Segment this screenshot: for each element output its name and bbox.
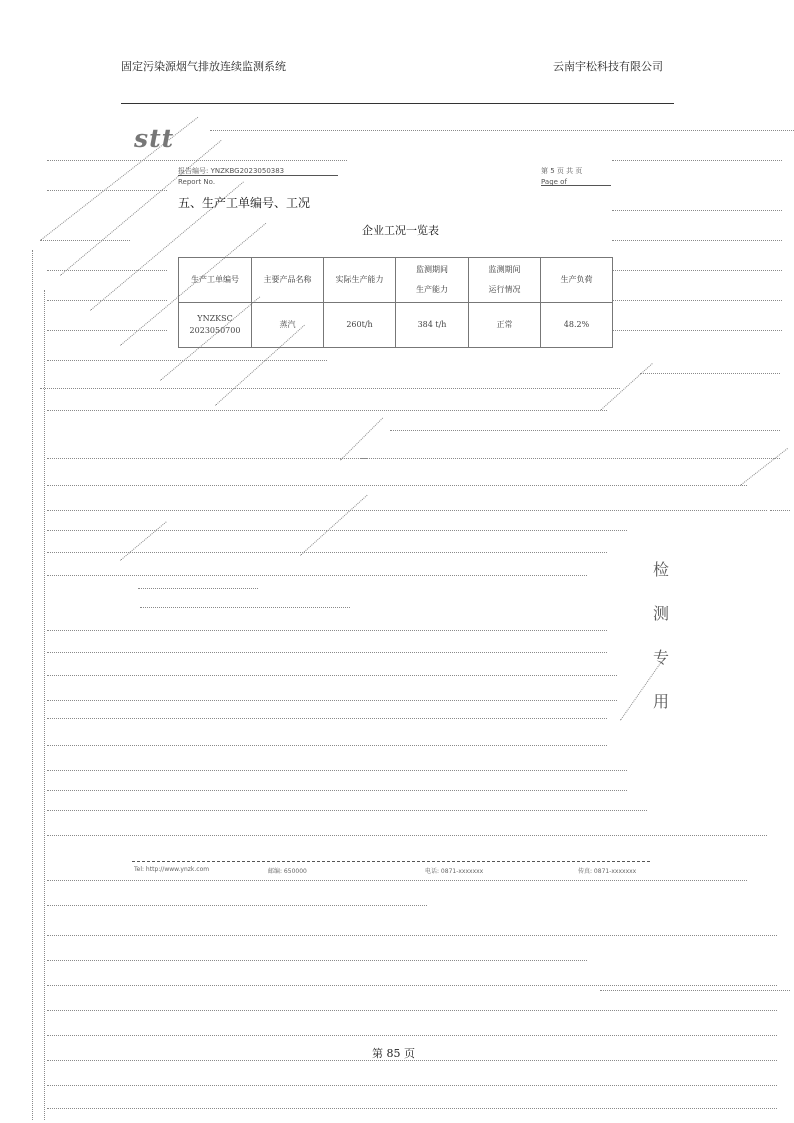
seal-char: 检 <box>652 560 669 579</box>
header-rule <box>121 103 674 104</box>
dotted-noise-line <box>47 652 607 653</box>
table-header-cell: 生产工单编号 <box>179 258 252 303</box>
table-title: 企业工况一览表 <box>362 224 439 237</box>
table-body <box>179 303 613 348</box>
dotted-noise-line <box>47 410 607 411</box>
table-cell: 260t/h <box>324 303 396 348</box>
dotted-noise-line <box>40 388 620 389</box>
dotted-noise-line <box>47 530 627 531</box>
dotted-noise-line <box>47 1035 777 1036</box>
dotted-noise-diagonal <box>740 448 788 486</box>
table-cell: 48.2% <box>541 303 613 348</box>
dotted-noise-line <box>47 790 627 791</box>
table-cell: YNZKSC 2023050700 <box>179 303 252 348</box>
footer-rule <box>132 861 650 862</box>
dotted-noise-line <box>47 360 327 361</box>
header-system-name: 固定污染源烟气排放连续监测系统 <box>121 60 286 73</box>
dotted-noise-line <box>47 458 367 459</box>
dotted-noise-line <box>47 300 167 301</box>
footer-item: Tel: http://www.ynzk.com <box>134 866 210 873</box>
dotted-noise-diagonal <box>340 418 383 461</box>
dotted-noise-line <box>40 240 130 241</box>
dotted-noise-line <box>47 835 767 836</box>
seal-char: 专 <box>652 648 669 667</box>
dotted-noise-line <box>47 770 627 771</box>
page-number: 第 85 页 <box>372 1047 415 1060</box>
dotted-noise-line <box>47 985 777 986</box>
footer-item: 邮编: 650000 <box>268 868 307 875</box>
dotted-noise-line <box>47 745 607 746</box>
dotted-noise-line <box>47 905 427 906</box>
seal-char: 用 <box>652 692 669 711</box>
working-condition-table <box>178 257 613 348</box>
dotted-noise-line <box>138 588 258 589</box>
dotted-noise-diagonal <box>120 521 167 560</box>
table-header-cell: 实际生产能力 <box>324 258 396 303</box>
dotted-noise-line <box>47 1108 777 1109</box>
dotted-noise-line <box>47 330 167 331</box>
dotted-noise-line <box>360 458 780 459</box>
dotted-noise-line <box>47 552 607 553</box>
dotted-noise-line <box>47 810 647 811</box>
dotted-noise-line <box>612 330 782 331</box>
table-header-cell: 生产负荷 <box>541 258 613 303</box>
dotted-noise-line <box>47 700 617 701</box>
table-header-row <box>179 258 613 303</box>
dotted-noise-line <box>612 270 782 271</box>
table-header-cell: 主要产品名称 <box>252 258 324 303</box>
dotted-noise-line <box>600 990 790 991</box>
report-number-en: Report No. <box>178 178 216 186</box>
report-number: YNZKBG2023050383 <box>210 167 285 175</box>
meta-rule <box>178 175 338 176</box>
dotted-noise-line <box>47 485 747 486</box>
dotted-noise-line <box>47 510 767 511</box>
lab-logo: stt <box>134 124 175 153</box>
dotted-noise-line <box>640 373 780 374</box>
table-cell: 384 t/h <box>396 303 469 348</box>
header-company-name: 云南宇松科技有限公司 <box>553 60 663 73</box>
dotted-noise-line <box>612 240 782 241</box>
dotted-noise-line <box>47 575 587 576</box>
dotted-noise-diagonal <box>600 363 653 411</box>
table-row <box>179 303 613 348</box>
dotted-noise-line <box>47 1085 777 1086</box>
footer-item: 传真: 0871-xxxxxxx <box>578 868 637 875</box>
dotted-noise-line <box>47 718 607 719</box>
footer-item: 电话: 0871-xxxxxxx <box>425 868 484 875</box>
dotted-noise-line <box>47 880 747 881</box>
dotted-noise-line <box>47 630 607 631</box>
page-of-en: Page of <box>541 178 567 186</box>
table-header-cell: 监测期间 生产能力 <box>396 258 469 303</box>
dotted-noise-vertical <box>32 250 33 1120</box>
dotted-noise-line <box>770 510 790 511</box>
dotted-noise-line <box>612 160 782 161</box>
section-title: 五、生产工单编号、工况 <box>178 196 311 210</box>
report-number-label: 报告编号: YNZKBG2023050383 <box>178 167 285 175</box>
page-of-label: 第 5 页 共 页 <box>541 167 583 175</box>
dotted-noise-line <box>47 190 167 191</box>
dotted-noise-line <box>47 960 587 961</box>
dotted-noise-line <box>612 210 782 211</box>
dotted-noise-line <box>390 430 780 431</box>
dotted-noise-line <box>210 130 794 131</box>
meta-rule-right <box>541 185 611 186</box>
table-header-cell: 监测期间 运行情况 <box>469 258 541 303</box>
seal-char: 测 <box>652 604 669 623</box>
dotted-noise-line <box>47 1010 777 1011</box>
dotted-noise-line <box>612 300 782 301</box>
dotted-noise-line <box>47 935 777 936</box>
inspection-seal <box>650 548 672 724</box>
table-cell: 正常 <box>469 303 541 348</box>
dotted-noise-vertical <box>44 290 45 1120</box>
table-cell: 蒸汽 <box>252 303 324 348</box>
dotted-noise-diagonal <box>300 495 368 556</box>
dotted-noise-line <box>47 675 617 676</box>
dotted-noise-line <box>140 607 350 608</box>
